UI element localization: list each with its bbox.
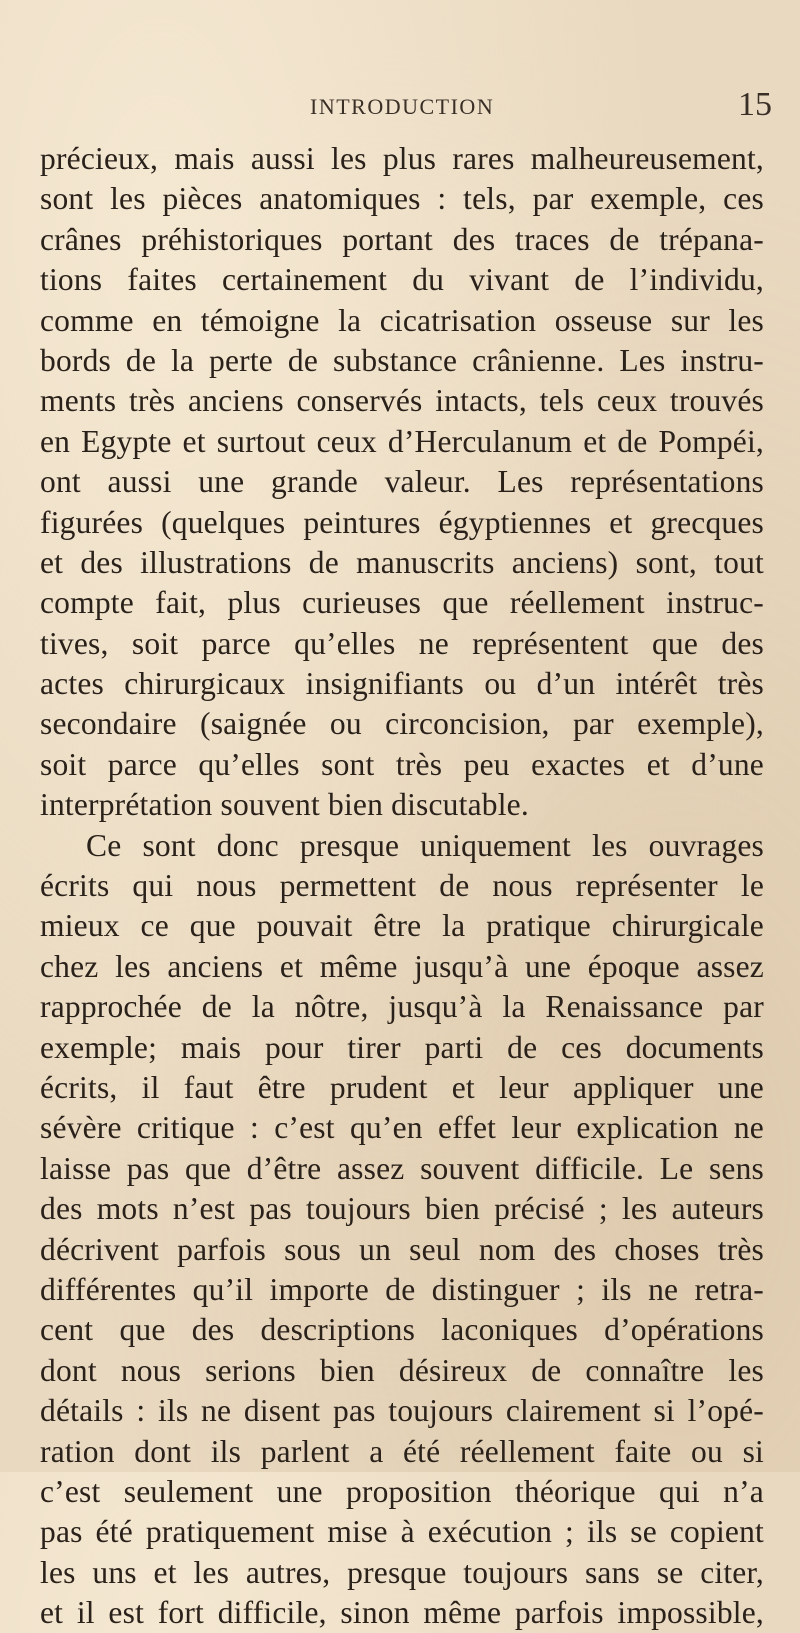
text-line: bords de la perte de substance crânienne. Les instru-: [40, 342, 764, 378]
text-line: compte fait, plus curieuses que réellement instruc-: [40, 585, 764, 621]
text-line: mieux ce que pouvait être la pratique chirurgicale: [40, 908, 764, 944]
running-title: INTRODUCTION: [310, 94, 495, 119]
body-text: [40, 139, 764, 1633]
text-line: ments très anciens conservés intacts, tels ceux trouvés: [40, 383, 764, 419]
text-line: rapprochée de la nôtre, jusqu’à la Renaissance par: [40, 989, 764, 1025]
text-line: en Egypte et surtout ceux d’Herculanum et de Pompéi,: [40, 423, 764, 459]
text-line: les uns et les autres, presque toujours sans se citer,: [40, 1554, 764, 1590]
paragraph-start-line: Ce sont donc presque uniquement les ouvrages: [86, 827, 764, 863]
text-line: écrits, il faut être prudent et leur appliquer une: [40, 1069, 764, 1105]
text-line: figurées (quelques peintures égyptiennes et grecques: [40, 504, 764, 540]
text-line: laisse pas que d’être assez souvent difficile. Le sens: [40, 1150, 764, 1186]
text-line: sont les pièces anatomiques : tels, par exemple, ces: [40, 181, 764, 217]
text-line: et il est fort difficile, sinon même parfois impossible,: [40, 1595, 764, 1631]
text-line: différentes qu’il importe de distinguer ; ils ne retra-: [40, 1271, 764, 1307]
text-line: ration dont ils parlent a été réellement faite ou si: [40, 1433, 764, 1469]
text-line: tions faites certainement du vivant de l’individu,: [40, 262, 764, 298]
text-line: actes chirurgicaux insignifiants ou d’un intérêt très: [40, 666, 764, 702]
text-line: décrivent parfois sous un seul nom des choses très: [40, 1231, 764, 1267]
text-line: secondaire (saignée ou circoncision, par exemple),: [40, 706, 764, 742]
text-line: écrits qui nous permettent de nous représenter le: [40, 868, 764, 904]
page-number: 15: [738, 86, 772, 123]
text-line: c’est seulement une proposition théorique qui n’a: [40, 1473, 764, 1509]
text-line: détails : ils ne disent pas toujours clairement si l’opé-: [40, 1393, 764, 1429]
text-line: exemple; mais pour tirer parti de ces documents: [40, 1029, 764, 1065]
text-line: pas été pratiquement mise à exécution ; ils se copient: [40, 1514, 764, 1550]
text-line: ont aussi une grande valeur. Les représentations: [40, 464, 764, 500]
text-line: tives, soit parce qu’elles ne représentent que des: [40, 625, 764, 661]
text-line: soit parce qu’elles sont très peu exactes et d’une: [40, 746, 764, 782]
text-line: et des illustrations de manuscrits anciens) sont, tout: [40, 544, 764, 580]
text-line: précieux, mais aussi les plus rares malheureusement,: [40, 141, 764, 176]
paragraph-end-line: interprétation souvent bien discutable.: [40, 787, 529, 823]
text-line: comme en témoigne la cicatrisation osseuse sur les: [40, 302, 764, 338]
text-line: sévère critique : c’est qu’en effet leur explication ne: [40, 1110, 764, 1146]
text-line: crânes préhistoriques portant des traces de trépana-: [40, 221, 764, 257]
text-line: cent que des descriptions laconiques d’opérations: [40, 1312, 764, 1348]
text-line: des mots n’est pas toujours bien précisé ; les auteurs: [40, 1191, 764, 1227]
text-line: dont nous serions bien désireux de connaître les: [40, 1352, 764, 1388]
text-line: chez les anciens et même jusqu’à une époque assez: [40, 948, 764, 984]
running-head: [0, 84, 800, 124]
